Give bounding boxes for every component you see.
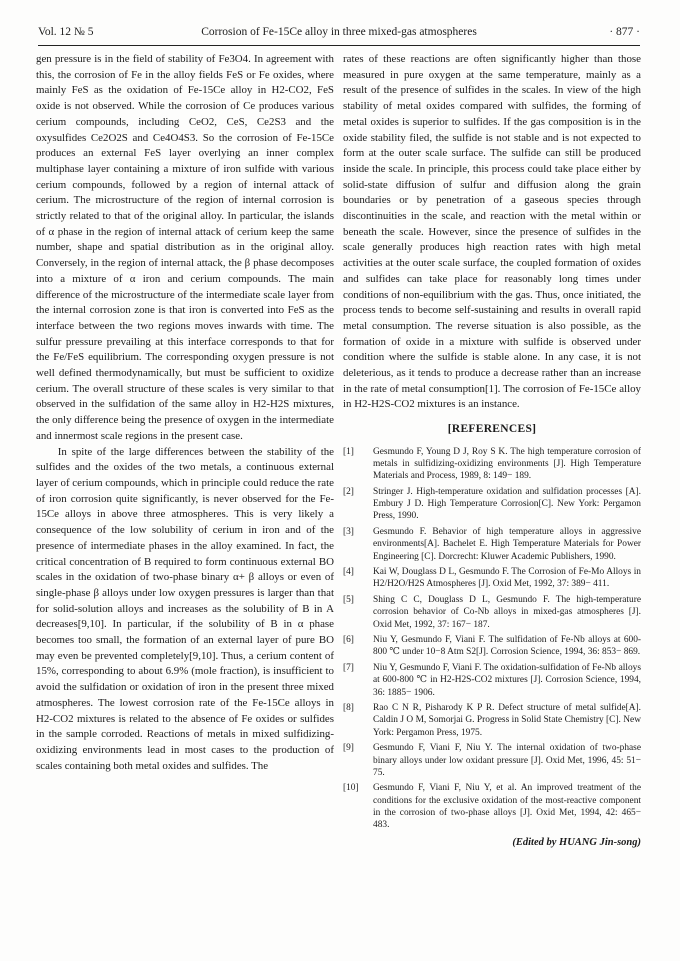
- references-heading: [REFERENCES]: [447, 423, 537, 436]
- reference-text: Gesmundo F, Viani F, Niu Y, et al. An improved treatment of the conditions for the exclusive oxidation of the most-reactive component in the corrosion of two-phase alloys [J]. Oxid Met, 1994, 42: 465− 483.: [373, 783, 641, 831]
- reference-number: [2]: [343, 486, 354, 497]
- running-header: [38, 22, 640, 42]
- reference-list: [343, 446, 641, 831]
- reference-text: Shing C C, Douglass D L, Gesmundo F. The high-temperature corrosion behavior of Co-Nb alloys in mixed-gas atmospheres [J]. Oxid Met, 1992, 37: 167− 187.: [373, 595, 641, 630]
- reference-item: [343, 634, 641, 658]
- body-paragraph: In spite of the large differences between the stability of the sulfides and the oxides of the two metals, a continuous external layer of cerium compounds, which in principle could reduce the rate of iron corrosion quite significantly, is never observed for the Fe-15Ce alloys in above three atmospheres. This is very likely a consequence of the low solubility of cerium in iron and of the presence of intermediate phases in the alloy examined. In fact, the critical concentration of B required to form continuous external BO scales in the oxidation of two-phase binary α+ β alloys or even of single-phase β alloys under low oxygen pressures is larger than that for solid-solution alloys and increases as the solubility of B in A decreases[9,10]. In particular, if the solubility of B in α phase becomes too small, the formation of an external layer of pure BO may even be prevented completely[9,10]. Thus, a cerium content of 15%, corresponding to about 6.9% (mole fraction), is insufficient to avoid the sulfidation or oxidation of iron in the present three mixed atmospheres. The lowest corrosion rate of the Fe-15Ce alloys in H2-CO2 mixtures is related to the absence of Fe oxides or sulfides in the sample corroded. Reactions of metals in mixed sulfidizing-oxidizing environments lead in most cases to the production of scales containing both metal oxides and sulfides. The: [36, 445, 334, 772]
- reference-item: [343, 742, 641, 779]
- reference-item: [343, 662, 641, 699]
- reference-number: [10]: [343, 783, 359, 794]
- reference-number: [1]: [343, 446, 354, 457]
- reference-number: [4]: [343, 567, 354, 578]
- body-paragraph: gen pressure is in the field of stability of Fe3O4. In agreement with this, the corrosion of Fe in the alloy fields FeS or Fe oxides, where mainly FeS as the oxidation of Fe-15Ce alloy in H2-CO2, FeS oxide is not observed. While the corrosion of Ce produces various cerium compounds, including CeO2, CeS, Ce2S3 and the oxysulfides Ce2O2S and Ce4O4S3. So the corrosion of Fe-15Ce produces an external FeS layer overlying an inner complex multiphase layer containing a mixture of iron sulfide with various cerium compounds, followed by a region of internal attack of cerium. The microstructure of the region of internal corrosion is strictly related to that of the original alloy. In particular, the islands of α phase in the region of internal attack of cerium keep the same number, shape and spatial distribution as in the original alloy. Conversely, in the region of internal attack, the β phase decomposes into a mixture of α iron and cerium compounds. The main difference of the microstructure of the intermediate scale layer from the internal corrosion zone is that iron is converted into FeS as the interface between the two regions moves inwards with time. The sulfur pressure prevailing at this interface corresponds to that for the Fe/FeS equilibrium. The corresponding oxygen pressure is not well defined thermodynamically, but must be sufficient to oxidize cerium. The overall structure of these scales is very similar to that observed in the sulfidation of the same alloy in H2-H2S mixtures, the only difference being the presence of oxygen in the intermediate and innermost scale regions in the present case.: [36, 53, 334, 442]
- running-title: Corrosion of Fe-15Ce alloy in three mixed-gas atmospheres: [201, 26, 477, 38]
- left-column: [36, 52, 334, 943]
- volume-issue: Vol. 12 № 5: [38, 26, 94, 38]
- reference-text: Kai W, Douglass D L, Gesmundo F. The Corrosion of Fe-Mo Alloys in H2/H2O/H2S Atmospheres [J]. Oxid Met, 1992, 37: 389− 411.: [373, 567, 641, 590]
- right-column: [343, 52, 641, 943]
- reference-item: [343, 566, 641, 590]
- reference-item: [343, 782, 641, 831]
- page-number: · 877 ·: [609, 26, 640, 38]
- reference-item: [343, 486, 641, 523]
- reference-number: [7]: [343, 663, 354, 674]
- reference-number: [8]: [343, 703, 354, 714]
- header-rule: [38, 45, 640, 46]
- reference-text: Niu Y, Gesmundo F, Viani F. The oxidation-sulfidation of Fe-Nb alloys at 600-800 ℃ in H2-H2S-CO2 mixtures [J]. Corrosion Science, 1994, 36: 1885− 1906.: [373, 663, 641, 698]
- reference-number: [9]: [343, 743, 354, 754]
- editor-note: (Edited by HUANG Jin-song): [512, 836, 641, 848]
- reference-text: Gesmundo F, Viani F, Niu Y. The internal oxidation of two-phase binary alloys under low oxidant pressure [J]. Oxid Met, 1996, 45: 51− 75.: [373, 743, 641, 778]
- reference-number: [3]: [343, 527, 354, 538]
- reference-number: [6]: [343, 635, 354, 646]
- reference-item: [343, 594, 641, 631]
- reference-item: [343, 702, 641, 739]
- reference-text: Gesmundo F, Young D J, Roy S K. The high temperature corrosion of metals in sulfidizing-oxidizing environments [J]. High Temperature Materials and Process, 1989, 8: 149− 189.: [373, 446, 641, 482]
- reference-item: [343, 446, 641, 483]
- reference-text: Niu Y, Gesmundo F, Viani F. The sulfidation of Fe-Nb alloys at 600-800 ℃ under 10−8 Atm S2[J]. Corrosion Science, 1994, 36: 853− 869.: [373, 635, 641, 658]
- reference-text: Rao C N R, Pisharody K P R. Defect structure of metal sulfide[A]. Caldin J O M, Somorjai G. Progress in Solid State Chemistry [C]. New York: Pergamon Press, 1975.: [373, 703, 641, 738]
- reference-number: [5]: [343, 595, 354, 606]
- reference-text: Stringer J. High-temperature oxidation and sulfidation processes [A]. Embury J D. High Temperature Corrosion[C]. New York: Pergamon Press, 1990.: [373, 486, 641, 522]
- reference-item: [343, 526, 641, 563]
- reference-text: Gesmundo F. Behavior of high temperature alloys in aggressive environments[A]. Bachelet E. High Temperature Materials for Power Engineering [C]. Dorcrecht: Kluwer Academic Publishers, 1990.: [373, 527, 641, 562]
- body-paragraph: rates of these reactions are often significantly higher than those measured in pure oxygen at the same temperature, mainly as a result of the presence of sulfides in the scales. In view of the high stability of metal oxides compared with sulfides, the forming of metal oxides is superior to sulfides. If the gas composition is in the oxide stability filed, the sulfide is not stable and is not expected to form at the outer scale surface. The sulfide can still be produced inside the scale. In principle, this process could take place either by solid-state diffusion of sulfur and diffusion along the grain boundaries or by penetration of a gaseous species through discontinuities in the scale, and reaction with the metal within or beneath the scale. However, since the presence of sulfides in the scale generally produces high reaction rates with high metal activities at the outer scale surface, the coupled formation of oxides and sulfides can take place for reasonably long times under conditions of non-equilibrium with the gas. Thus, once initiated, the process tends to become self-sustaining and results in overall rapid metal consumption. The reverse situation is also possible, as the formation of oxide in a mixture with sulfide is observed under condition where the sulfide is stable alone. In any case, it is not deleterious, as it tends to produce a decrease rather than an increase in the rate of metal consumption[1]. The corrosion of Fe-15Ce alloy in H2-H2S-CO2 mixtures is an instance.: [343, 53, 641, 411]
